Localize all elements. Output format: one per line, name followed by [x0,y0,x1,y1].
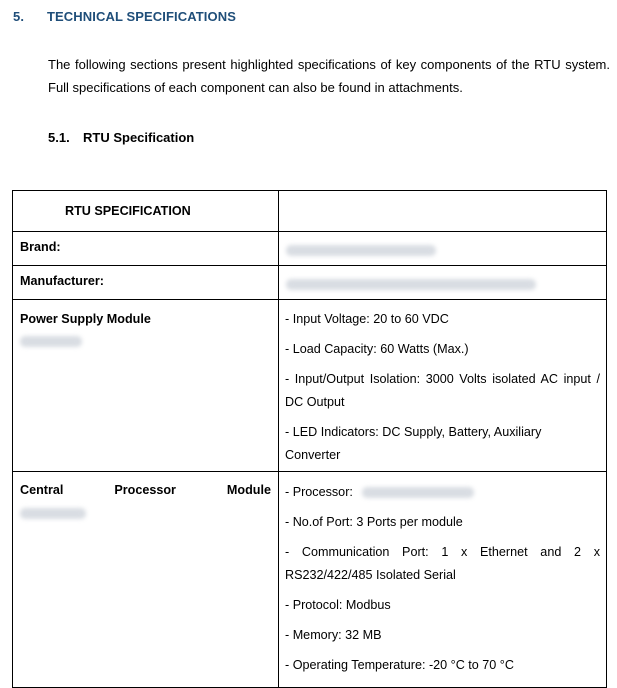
redacted-manufacturer-value [286,279,536,290]
section-title: TECHNICAL SPECIFICATIONS [47,9,236,24]
cpu-spec-item: - Communication Port: 1 x Ethernet and 2 x RS232/422/485 Isolated Serial [285,545,600,582]
table-row-brand [13,232,607,266]
cpu-label-word: Central [20,483,64,497]
rtu-spec-table [12,190,607,688]
redacted-cpu-model [20,508,86,519]
cpu-spec-item: - Memory: 32 MB [285,628,382,642]
cpu-label-word: Processor [114,483,176,497]
intro-paragraph: The following sections present highlighted specifications of key components of the RTU system. Full specifications of each component can also be found in attachments. [48,57,610,95]
power-spec-item: - LED Indicators: DC Supply, Battery, Auxiliary Converter [285,425,542,462]
cpu-spec-processor [285,481,600,504]
cpu-label [13,472,278,497]
subsection-title: RTU Specification [83,130,195,145]
table-row-power-supply [13,300,607,472]
subsection-number: 5.1. [48,130,70,145]
cpu-label-word: Module [226,483,271,497]
cpu-spec-item: - No.of Port: 3 Ports per module [285,515,463,529]
table-title-row [13,191,607,232]
manufacturer-label: Manufacturer: [20,274,104,288]
table-title-empty-cell [279,191,607,232]
power-spec-item: - Input Voltage: 20 to 60 VDC [285,312,449,326]
cpu-spec-item: - Operating Temperature: -20 °C to 70 °C [285,658,514,672]
brand-label: Brand: [20,240,61,254]
section-number: 5. [13,9,25,24]
redacted-power-supply-model [20,336,82,347]
power-spec-item: - Input/Output Isolation: 3000 Volts isolated AC input / DC Output [285,372,600,409]
power-supply-label: Power Supply Module [20,312,151,326]
redacted-brand-value [286,245,436,256]
table-row-cpu [13,472,607,688]
table-title: RTU SPECIFICATION [13,191,279,232]
section-heading [13,9,236,24]
redacted-processor-value [362,487,474,498]
power-spec-item: - Load Capacity: 60 Watts (Max.) [285,342,469,356]
table-row-manufacturer [13,266,607,300]
processor-label: - Processor: [285,485,353,499]
subsection-heading [48,130,194,145]
cpu-spec-item: - Protocol: Modbus [285,598,391,612]
